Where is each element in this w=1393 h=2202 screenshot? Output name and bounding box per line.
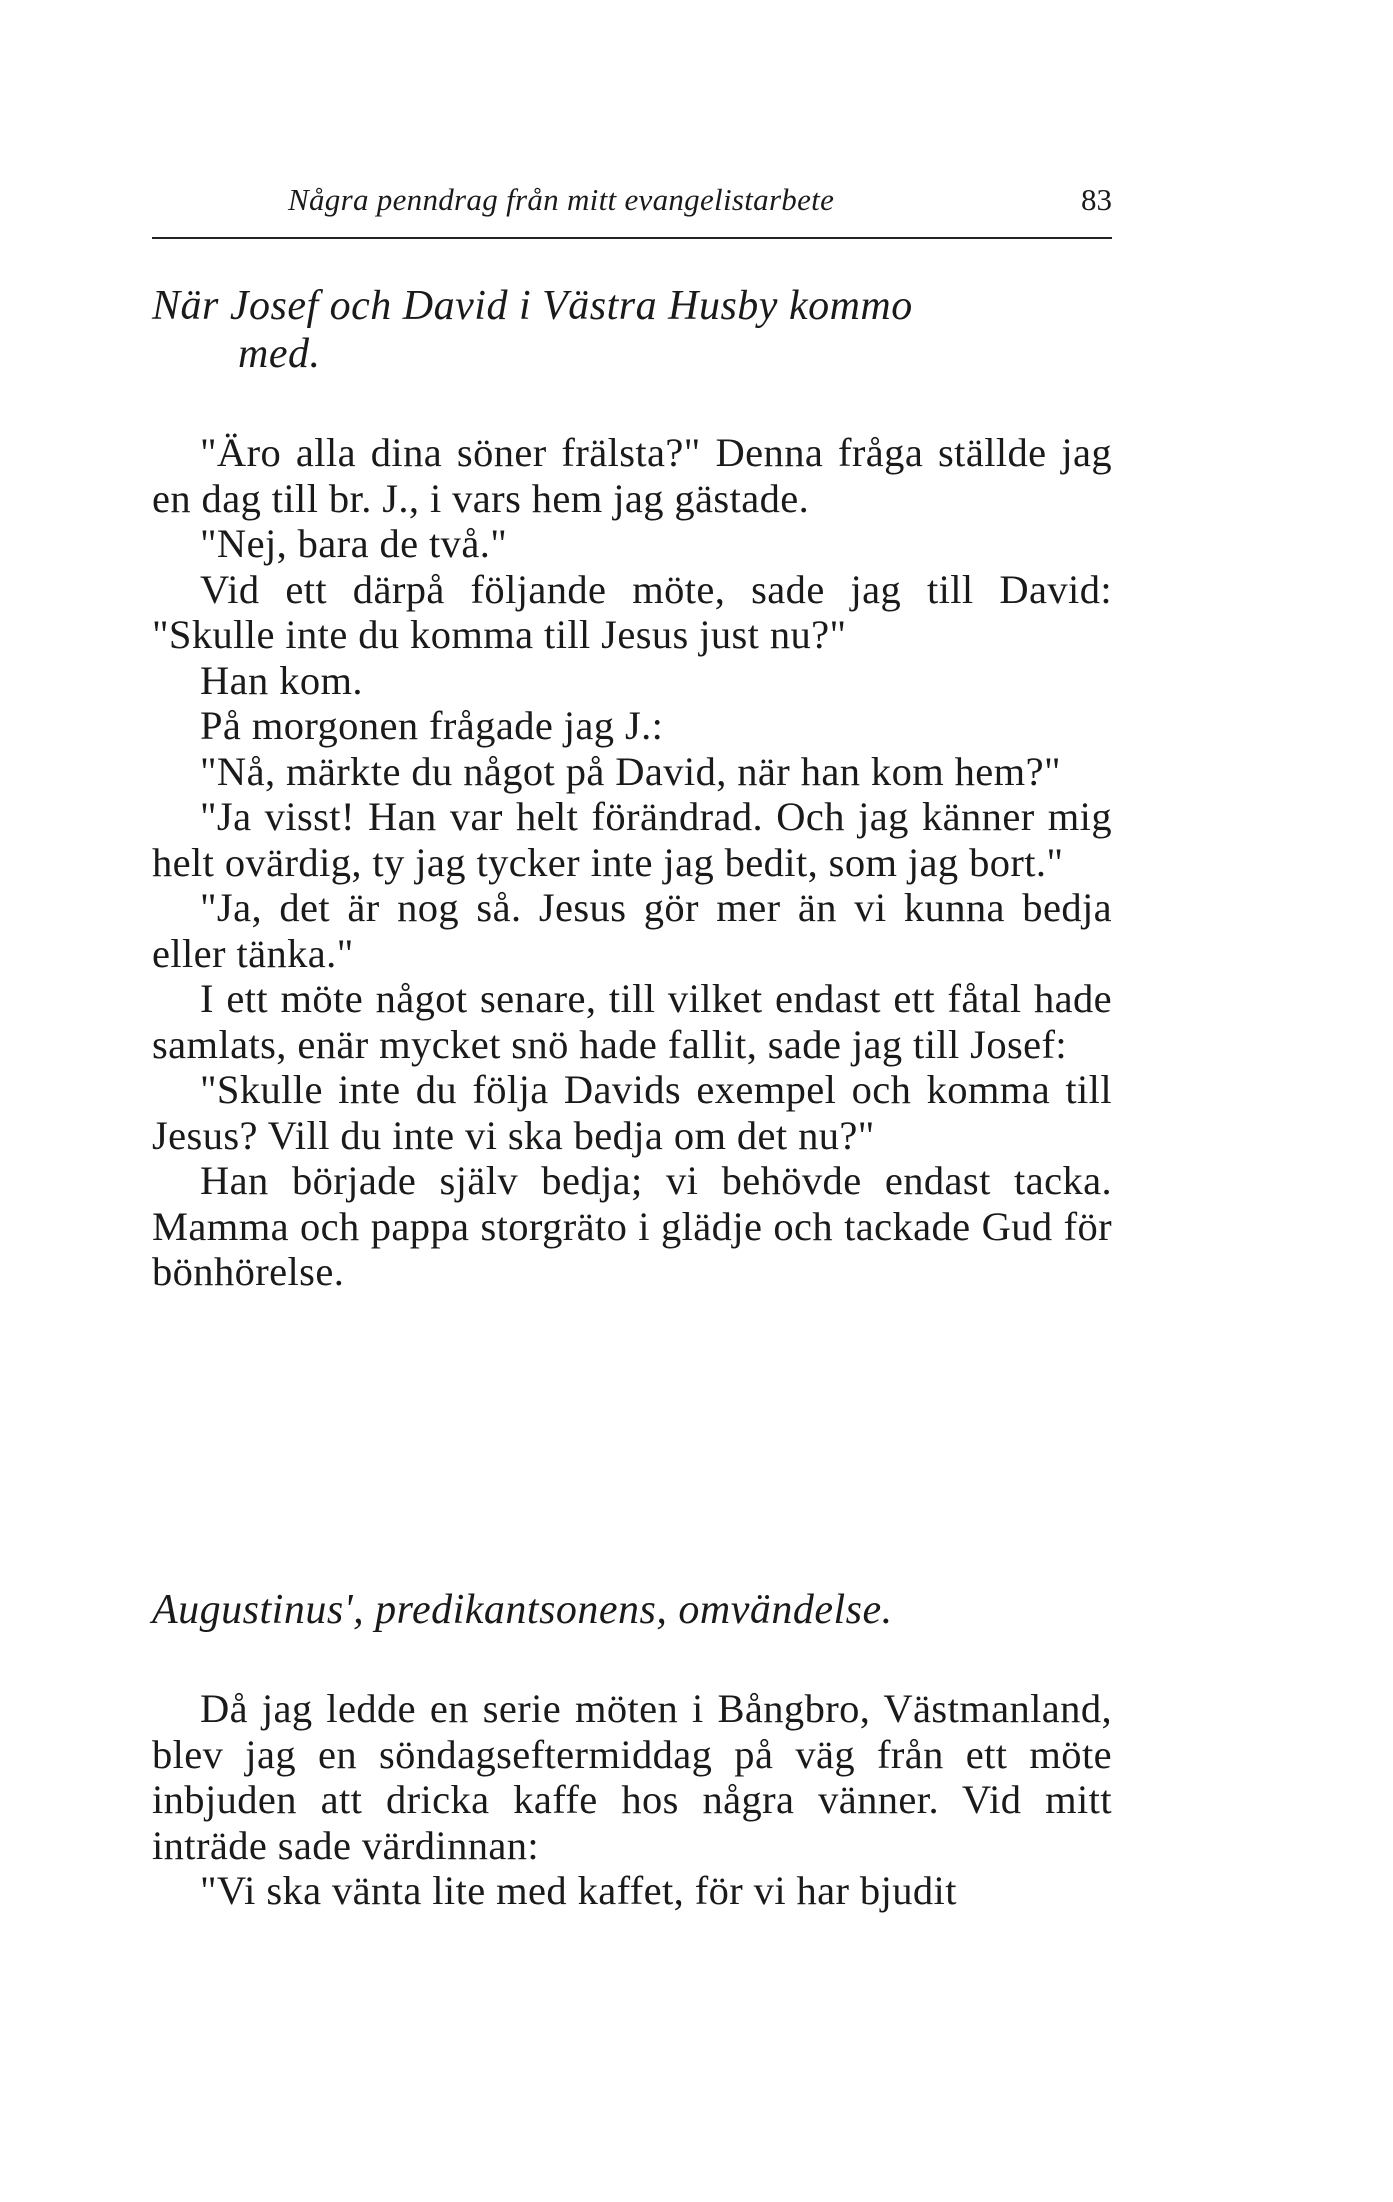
paragraph: "Nej, bara de två."	[200, 521, 508, 566]
running-title: Några penndrag från mitt evangelistarbete	[288, 182, 835, 217]
section-body	[152, 1686, 1112, 1914]
section-body	[152, 430, 1112, 1295]
section-heading	[152, 1586, 1112, 1634]
running-head	[152, 182, 1112, 230]
paragraph: "Skulle inte du följa Davids exempel och komma till Jesus? Vill du inte vi ska bedja om det nu?"	[152, 1067, 1112, 1158]
paragraph: Han kom.	[200, 657, 363, 703]
header-rule	[152, 237, 1112, 239]
paragraph: I ett möte något senare, till vilket endast ett fåtal hade samlats, enär mycket snö hade fallit, sade jag till Josef:	[152, 976, 1112, 1067]
section-heading-line: Augustinus', predikantsonens, omvändelse.	[152, 1587, 893, 1633]
paragraph: "Äro alla dina söner frälsta?" Denna fråga ställde jag en dag till br. J., i vars hem jag gästade.	[152, 430, 1112, 521]
paragraph: Då jag ledde en serie möten i Bångbro, Västmanland, blev jag en söndagseftermiddag på väg från ett möte inbjuden att dricka kaffe hos några vänner. Vid mitt inträde sade värdinnan:	[152, 1686, 1112, 1868]
paragraph: Vid ett därpå följande möte, sade jag till David: "Skulle inte du komma till Jesus just nu?"	[152, 566, 1112, 657]
section-heading-line: med.	[238, 331, 321, 377]
paragraph: "Nå, märkte du något på David, när han kom hem?"	[200, 748, 1061, 794]
paragraph: På morgonen frågade jag J.:	[200, 703, 664, 748]
paragraph: "Ja, det är nog så. Jesus gör mer än vi kunna bedja eller tänka."	[152, 885, 1112, 976]
paragraph: Han började själv bedja; vi behövde endast tacka. Mamma och pappa storgräto i glädje och tackade Gud för bönhörelse.	[152, 1158, 1112, 1294]
section-heading-line: När Josef och David i Västra Husby kommo	[152, 283, 913, 329]
paragraph: "Vi ska vänta lite med kaffet, för vi har bjudit	[200, 1868, 957, 1913]
paragraph: "Ja visst! Han var helt förändrad. Och jag känner mig helt ovärdig, ty jag tycker inte jag bedit, som jag bort."	[152, 794, 1112, 885]
section-heading	[152, 282, 1112, 378]
page-number: 83	[1081, 182, 1112, 217]
